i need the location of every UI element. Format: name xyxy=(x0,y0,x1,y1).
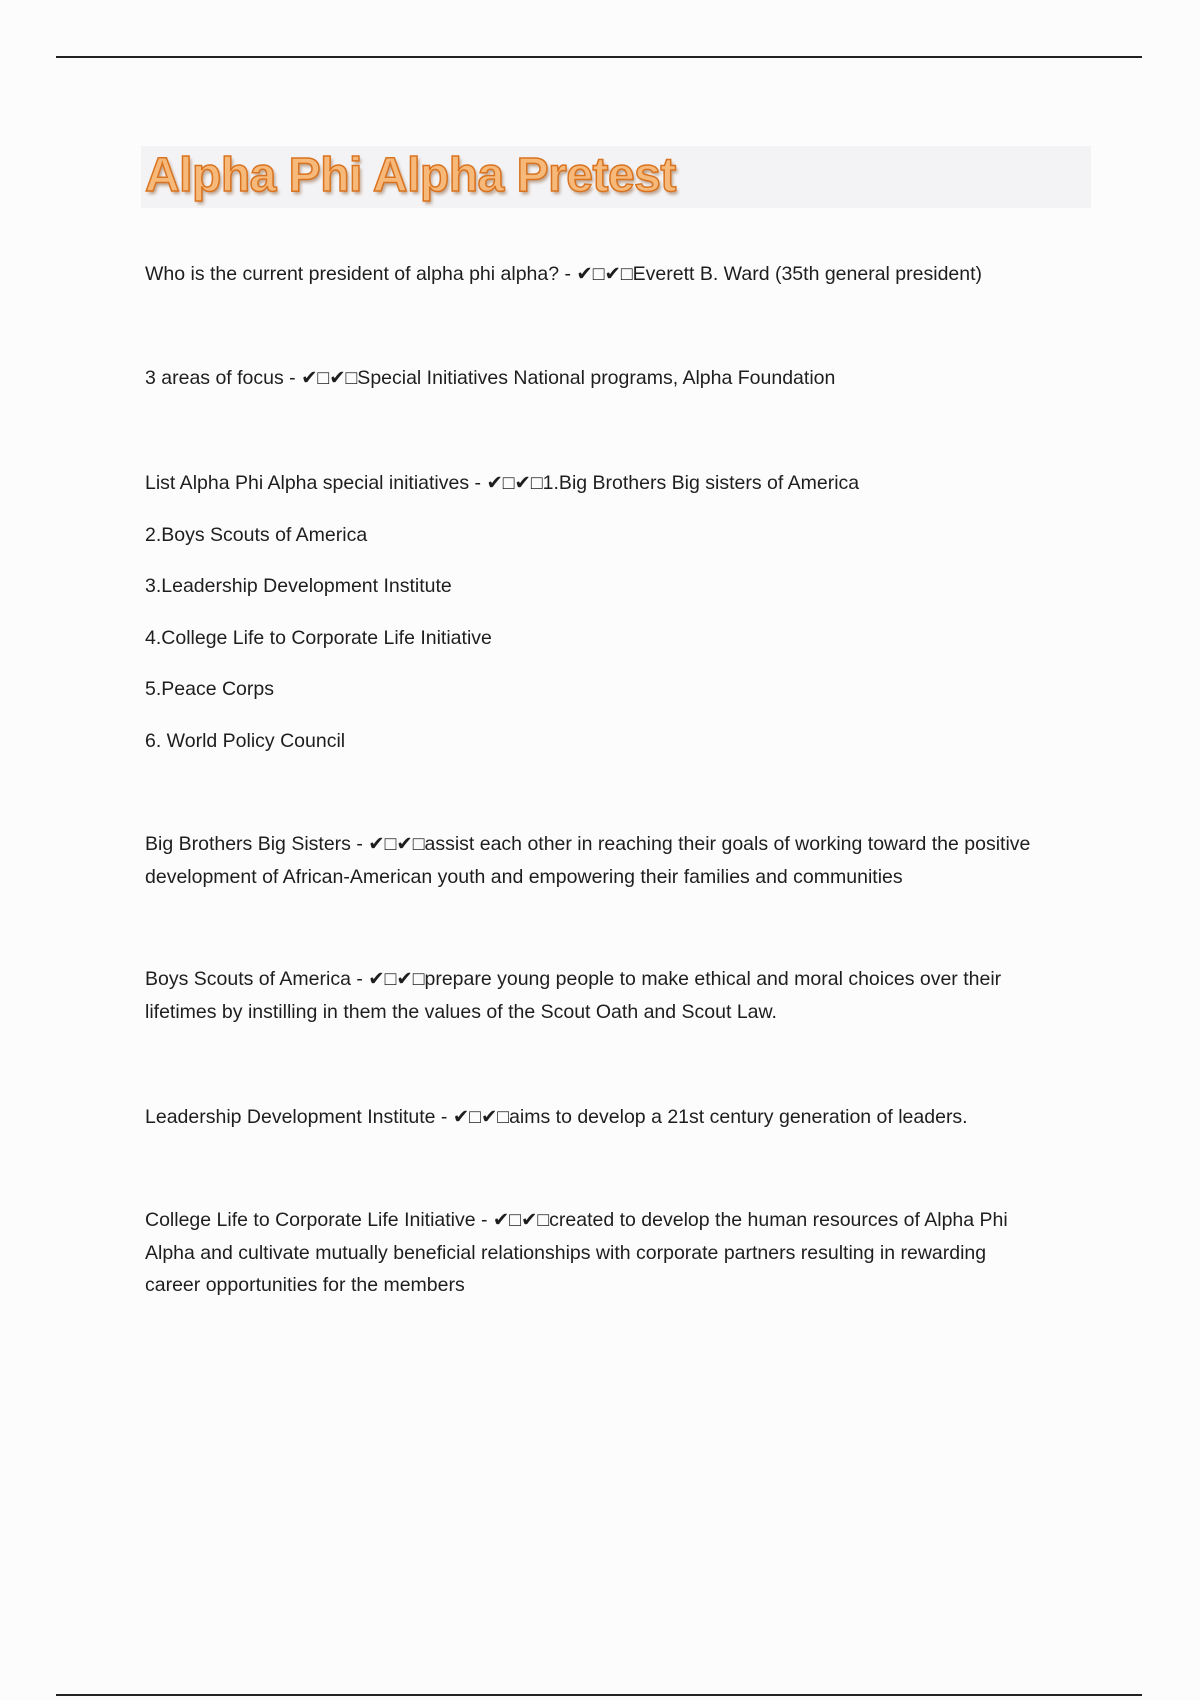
text-line: Who is the current president of alpha phi alpha? - ✔□✔□Everett B. Ward (35th general president) xyxy=(145,263,983,285)
bottom-rule xyxy=(56,1694,1142,1696)
document-title: Alpha Phi Alpha Pretest xyxy=(145,149,676,202)
text-line: 5.Peace Corps xyxy=(145,678,274,700)
text-line: 6. World Policy Council xyxy=(145,730,346,752)
text-line: Boys Scouts of America - ✔□✔□prepare young people to make ethical and moral choices over their xyxy=(145,968,1002,990)
qa-item xyxy=(145,828,1105,893)
text-line: 3.Leadership Development Institute xyxy=(145,575,452,597)
text-line: 2.Boys Scouts of America xyxy=(145,524,368,546)
top-rule xyxy=(56,56,1142,58)
qa-item xyxy=(145,622,1105,655)
qa-item xyxy=(145,467,1105,500)
text-line: development of African-American youth and empowering their families and communities xyxy=(145,865,903,888)
qa-item xyxy=(145,519,1105,552)
qa-item xyxy=(145,673,1105,706)
text-line: Leadership Development Institute - ✔□✔□aims to develop a 21st century generation of leaders. xyxy=(145,1106,968,1128)
text-line: College Life to Corporate Life Initiative - ✔□✔□created to develop the human resources of Alpha Phi xyxy=(145,1209,1008,1231)
text-line: List Alpha Phi Alpha special initiatives - ✔□✔□1.Big Brothers Big sisters of America xyxy=(145,472,860,494)
qa-item xyxy=(145,362,1105,395)
qa-item xyxy=(145,570,1105,603)
qa-item xyxy=(145,963,1105,1028)
text-line: 3 areas of focus - ✔□✔□Special Initiatives National programs, Alpha Foundation xyxy=(145,367,836,389)
qa-item xyxy=(145,258,1105,291)
qa-item xyxy=(145,1101,1105,1134)
qa-item xyxy=(145,1204,1105,1302)
title-banner xyxy=(141,146,1091,208)
text-line: Alpha and cultivate mutually beneficial relationships with corporate partners resulting in rewarding xyxy=(145,1241,987,1264)
text-line: 4.College Life to Corporate Life Initiative xyxy=(145,627,492,649)
text-line: lifetimes by instilling in them the values of the Scout Oath and Scout Law. xyxy=(145,1000,777,1023)
text-line: career opportunities for the members xyxy=(145,1274,465,1296)
text-line: Big Brothers Big Sisters - ✔□✔□assist each other in reaching their goals of working toward the positive xyxy=(145,833,1031,855)
qa-item xyxy=(145,725,1105,758)
